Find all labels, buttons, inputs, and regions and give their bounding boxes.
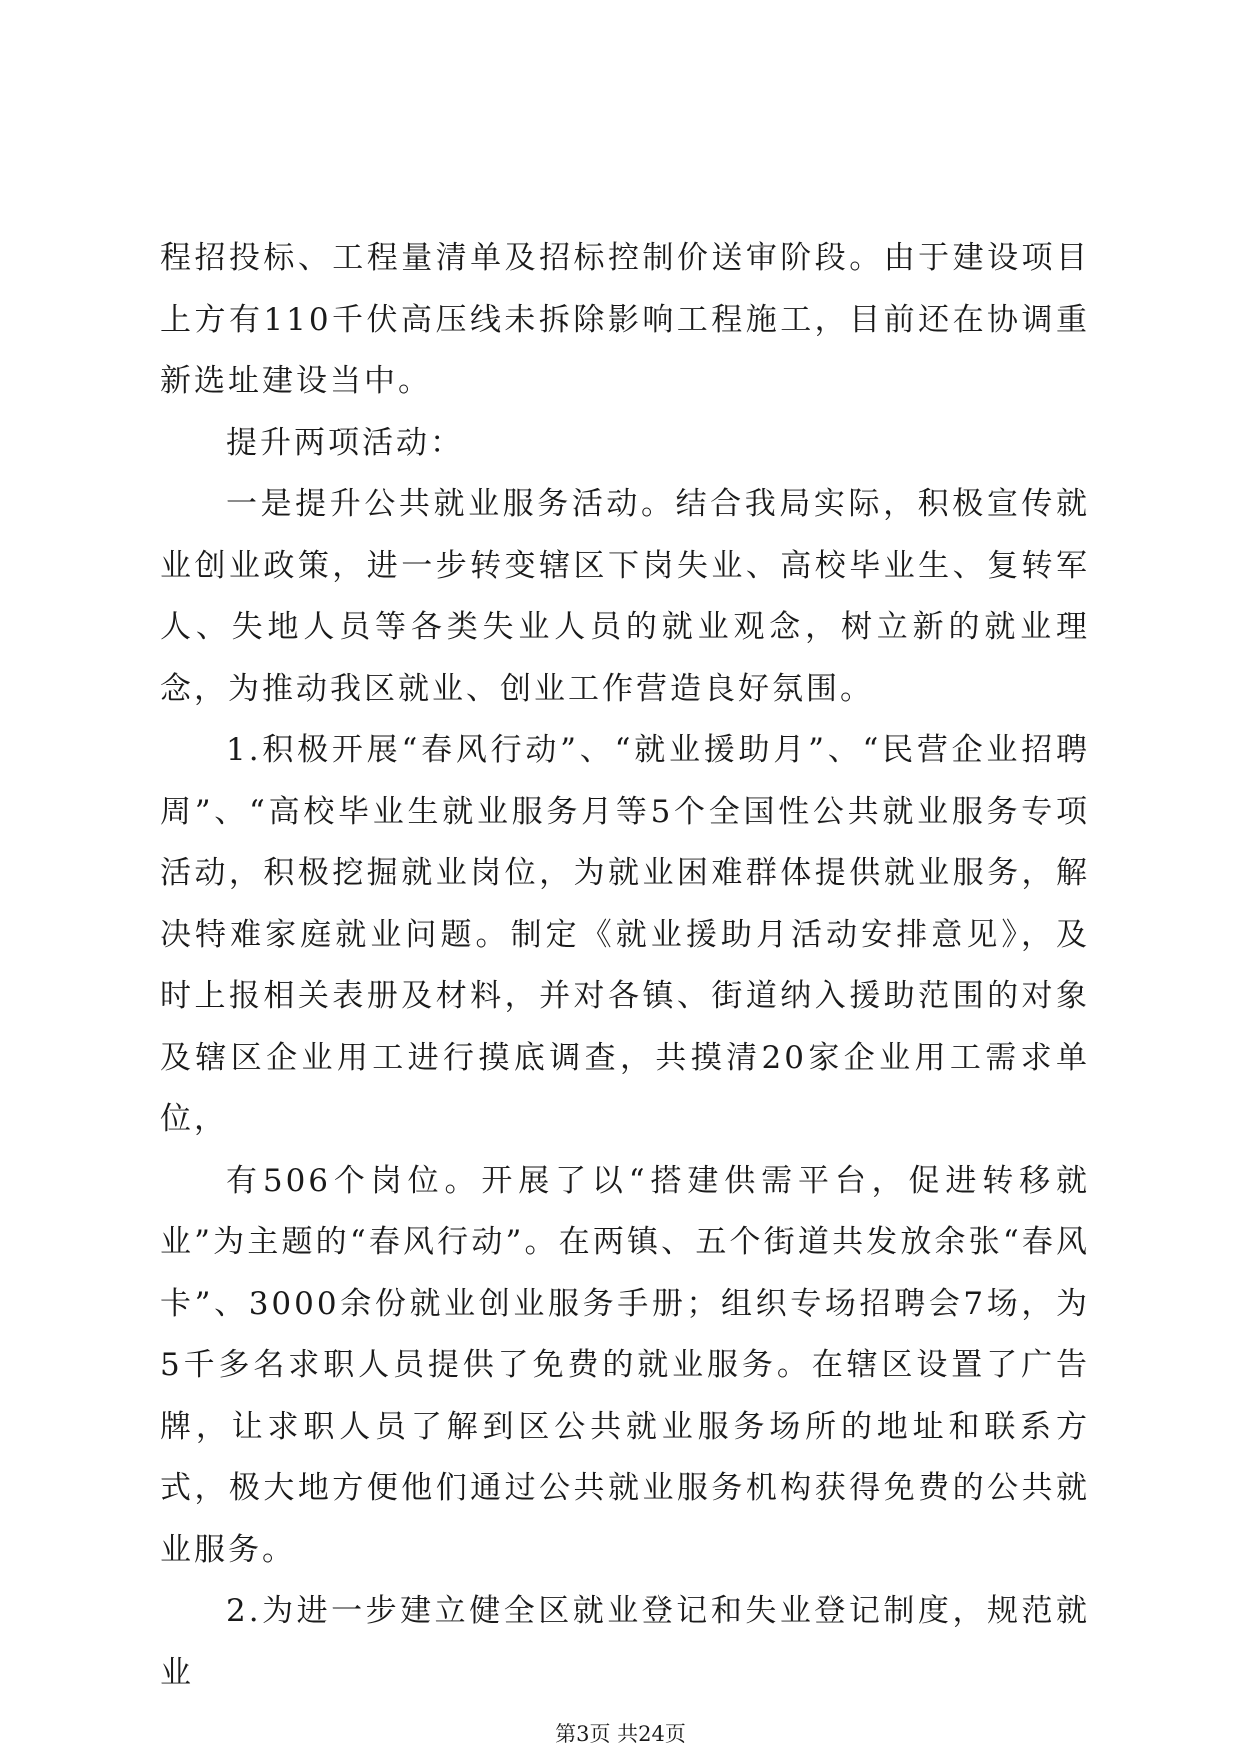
paragraph-6: 2.为进一步建立健全区就业登记和失业登记制度，规范就业 <box>160 1593 1090 1691</box>
paragraph-3: 一是提升公共就业服务活动。结合我局实际，积极宣传就业创业政策，进一步转变辖区下岗失业、高校毕业生、复转军人、失地人员等各类失业人员的就业观念，树立新的就业理念，为推动我区就业、创业工作营造良好氛围。 <box>160 486 1090 707</box>
page-footer: 第3页 共24页 <box>555 1722 686 1746</box>
paragraph-2: 提升两项活动： <box>226 424 464 461</box>
paragraph-5: 有506个岗位。开展了以“搭建供需平台，促进转移就业”为主题的“春风行动”。在两镇、五个街道共发放余张“春风卡”、3000余份就业创业服务手册；组织专场招聘会7场，为5千多名求职人员提供了免费的就业服务。在辖区设置了广告牌，让求职人员了解到区公共就业服务场所的地址和联系方式，极大地方便他们通过公共就业服务机构获得免费的公共就业服务。 <box>160 1162 1090 1568</box>
paragraph-1: 程招投标、工程量清单及招标控制价送审阶段。由于建设项目上方有110千伏高压线未拆除影响工程施工，目前还在协调重新选址建设当中。 <box>160 240 1090 399</box>
paragraph-4: 1.积极开展“春风行动”、“就业援助月”、“民营企业招聘周”、“高校毕业生就业服务月等5个全国性公共就业服务专项活动，积极挖掘就业岗位，为就业困难群体提供就业服务，解决特难家庭就业问题。制定《就业援助月活动安排意见》，及时上报相关表册及材料，并对各镇、街道纳入援助范围的对象及辖区企业用工进行摸底调查，共摸清20家企业用工需求单位， <box>160 732 1090 1137</box>
document-body <box>160 228 1090 1704</box>
